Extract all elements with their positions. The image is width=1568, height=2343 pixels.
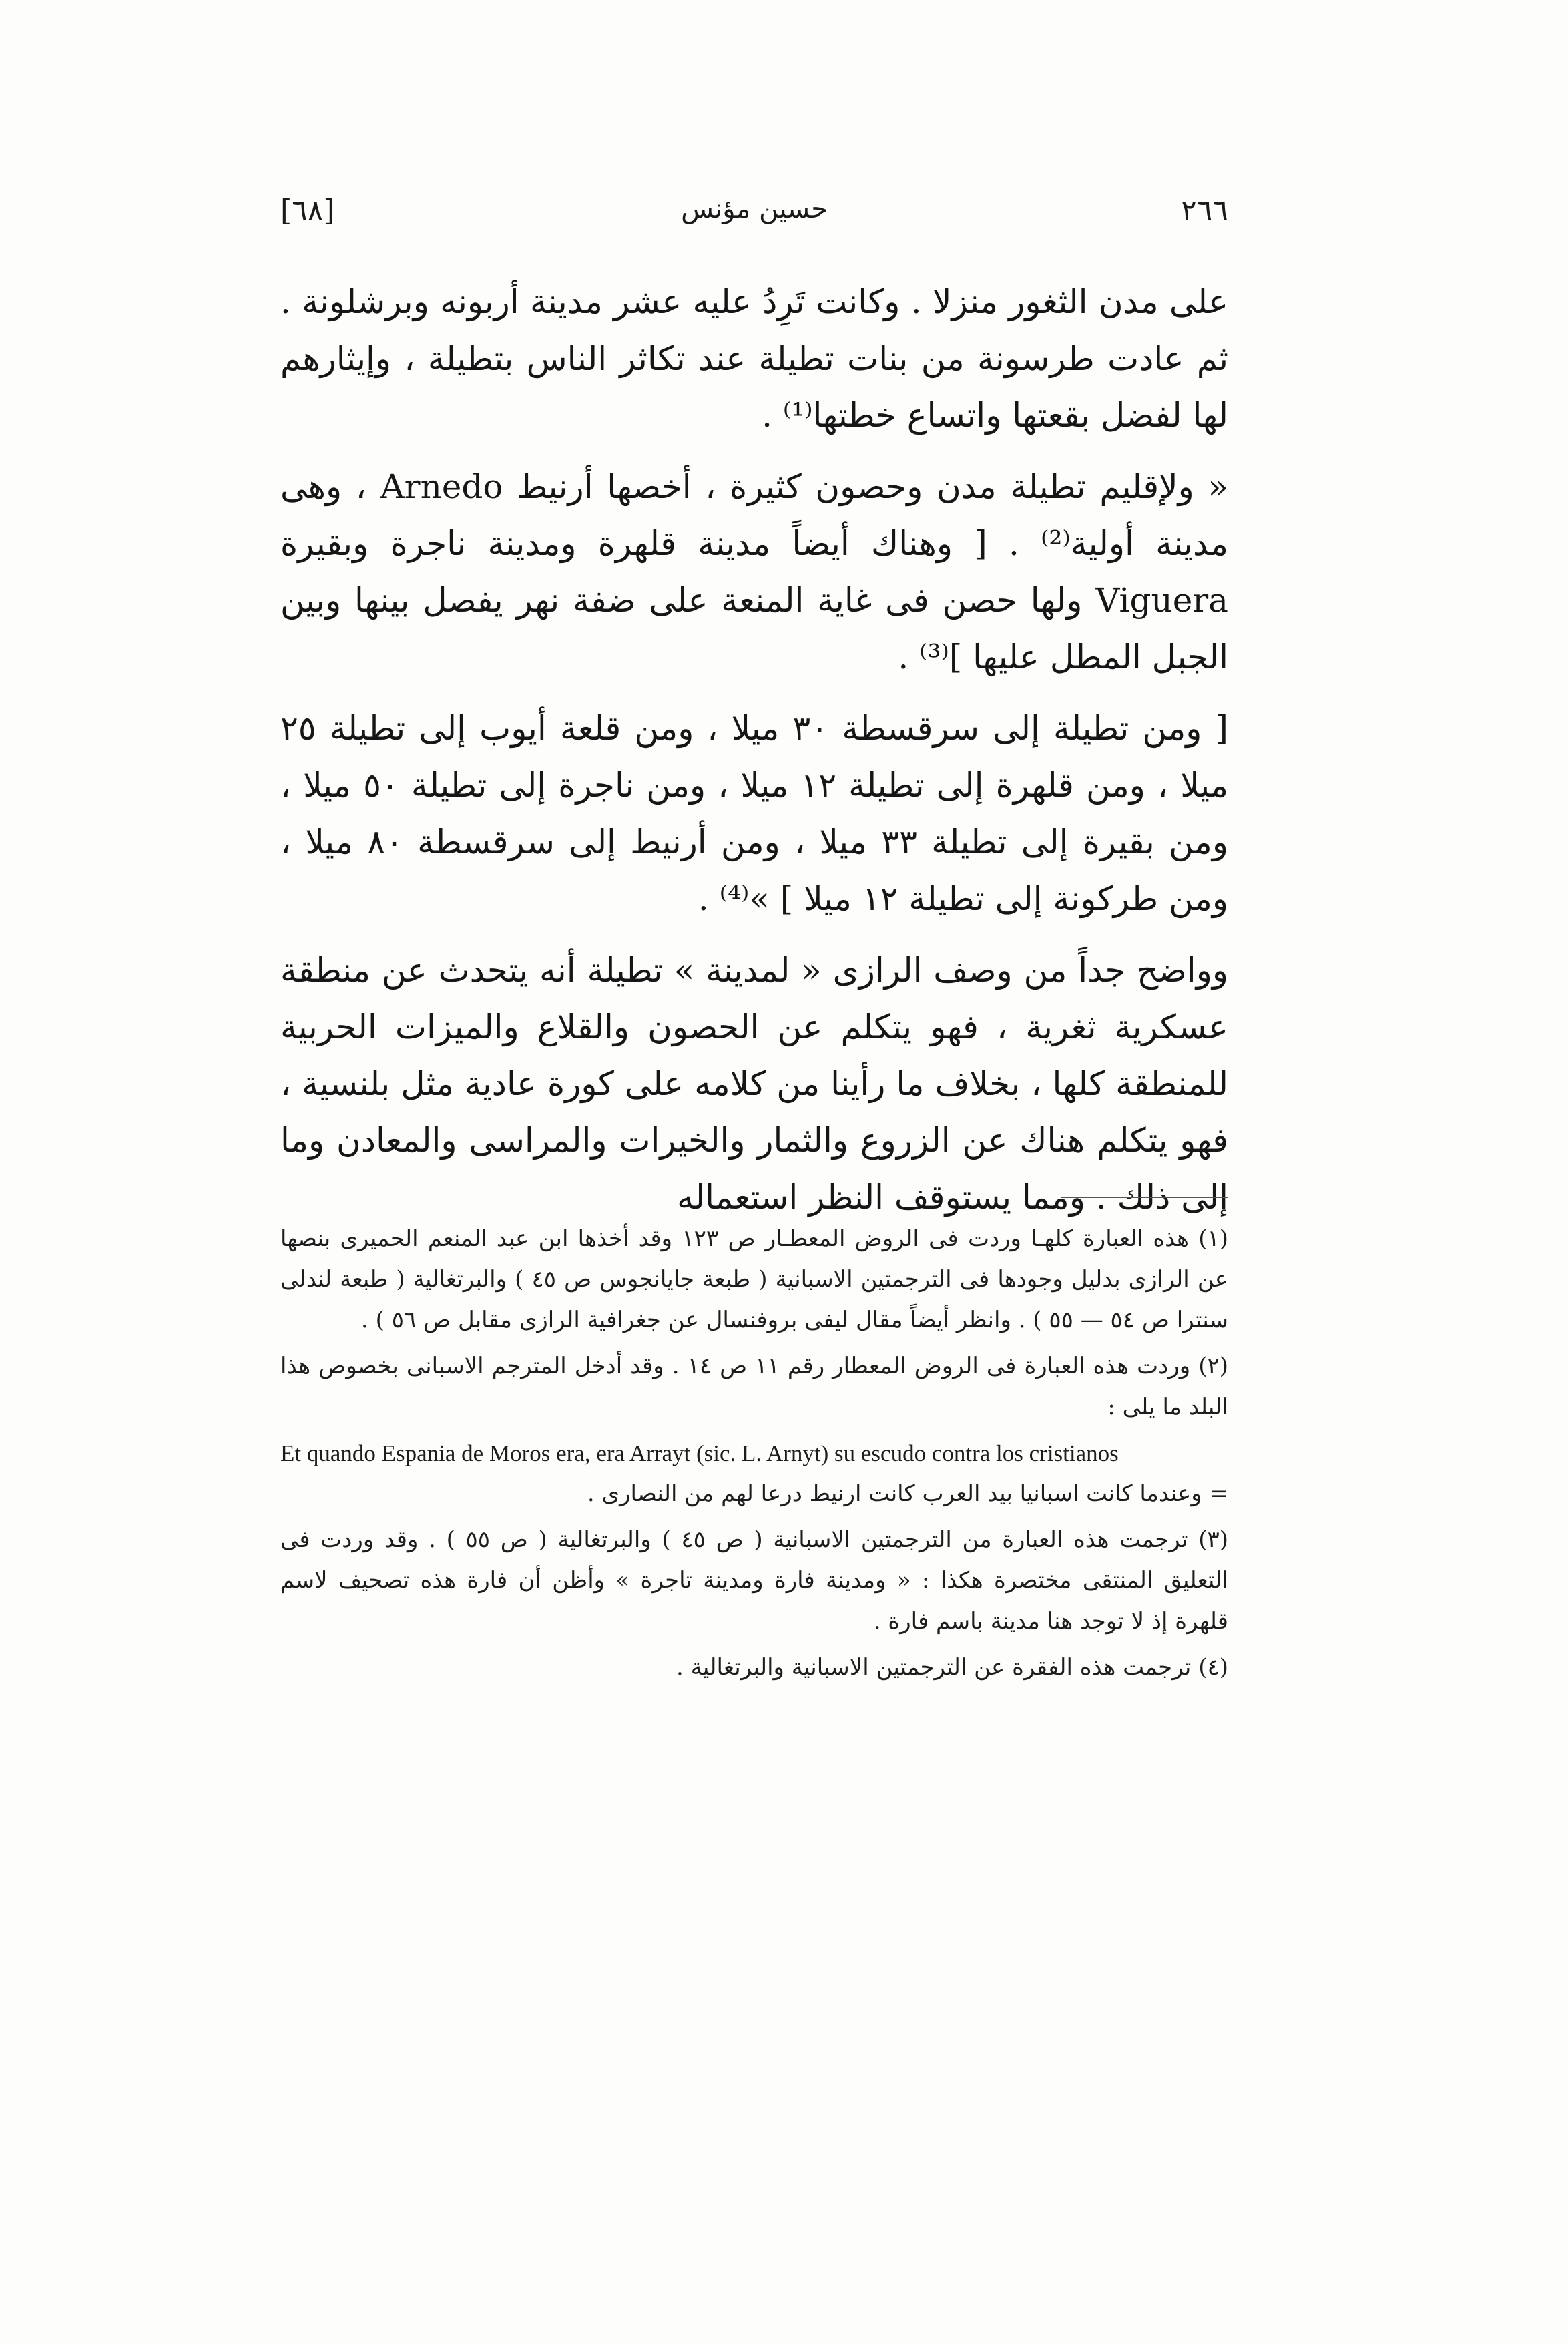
footnotes <box>280 1219 1228 1693</box>
bracket-page-number: [٦٨] <box>280 194 335 228</box>
main-text <box>280 274 1228 1241</box>
footnote-2-spanish-quote: Et quando Espania de Moros era, era Arrayt (sic. L. Arnyt) su escudo contra los cristianos <box>280 1440 1119 1466</box>
paragraph-1: على مدن الثغور منزلا . وكانت تَرِدُ عليه عشر مدينة أربونه وبرشلونة . ثم عادت طرسونة من بنات تطيلة عند تكاثر الناس بتطيلة ، وإيثارهم لها لفضل بقعتها واتساع خطتها⁽¹⁾ . <box>280 282 1228 435</box>
author-name: حسين مؤنس <box>681 194 828 224</box>
paragraph-4: وواضح جداً من وصف الرازى « لمدينة » تطيلة أنه يتحدث عن منطقة عسكرية ثغرية ، فهو يتكلم عن الحصون والقلاع والميزات الحربية للمنطقة كلها ، بخلاف ما رأينا من كلامه على كورة عادية مثل بلنسية ، فهو يتكلم هناك عن الزروع والثمار والخيرات والمراسى والمعادن وما إلى ذلك . ومما يستوقف النظر استعماله <box>280 951 1228 1217</box>
paragraph-2: « ولإقليم تطيلة مدن وحصون كثيرة ، أخصها أرنيط Arnedo ، وهى مدينة أولية⁽²⁾ . [ وهناك أيضاً مدينة قلهرة ومدينة ناجرة وبقيرة Viguera ولها حصن فى غاية المنعة على ضفة نهر يفصل بينها وبين الجبل المطل عليها ]⁽³⁾ . <box>280 467 1228 676</box>
footnote-2-translation: = وعندما كانت اسبانيا بيد العرب كانت ارنيط درعا لهم من النصارى . <box>587 1480 1228 1507</box>
footnote-separator <box>1061 1197 1228 1198</box>
footnote-1: (١) هذه العبارة كلهـا وردت فى الروض المعطـار ص ١٢٣ وقد أخذها ابن عبد المنعم الحميرى بنصها عن الرازى بدليل وجودها فى الترجمتين الاسبانية ( طبعة جايانجوس ص ٤٥ ) والبرتغالية ( طبعة لندلى سنترا ص ٥٤ — ٥٥ ) . وانظر أيضاً مقال ليفى بروفنسال عن جغرافية الرازى مقابل ص ٥٦ ) . <box>280 1225 1229 1333</box>
running-header <box>280 194 1228 247</box>
paragraph-3: [ ومن تطيلة إلى سرقسطة ٣٠ ميلا ، ومن قلعة أيوب إلى تطيلة ٢٥ ميلا ، ومن قلهرة إلى تطيلة ١٢ ميلا ، ومن ناجرة إلى تطيلة ٥٠ ميلا ، ومن بقيرة إلى تطيلة ٣٣ ميلا ، ومن أرنيط إلى سرقسطة ٨٠ ميلا ، ومن طركونة إلى تطيلة ١٢ ميلا ] »⁽⁴⁾ . <box>280 709 1228 918</box>
footnote-3: (٣) ترجمت هذه العبارة من الترجمتين الاسبانية ( ص ٤٥ ) والبرتغالية ( ص ٥٥ ) . وقد وردت فى التعليق المنتقى مختصرة هكذا : « ومدينة فارة ومدينة تاجرة » وأظن أن فارة هذه تصحيف لاسم قلهرة إذ لا توجد هنا مدينة باسم فارة . <box>280 1526 1228 1635</box>
page-number: ٢٦٦ <box>1181 194 1228 228</box>
footnote-4: (٤) ترجمت هذه الفقرة عن الترجمتين الاسبانية والبرتغالية . <box>676 1654 1228 1681</box>
footnote-2: (٢) وردت هذه العبارة فى الروض المعطار رقم ١١ ص ١٤ . وقد أدخل المترجم الاسبانى بخصوص هذا البلد ما يلى : <box>280 1353 1228 1420</box>
